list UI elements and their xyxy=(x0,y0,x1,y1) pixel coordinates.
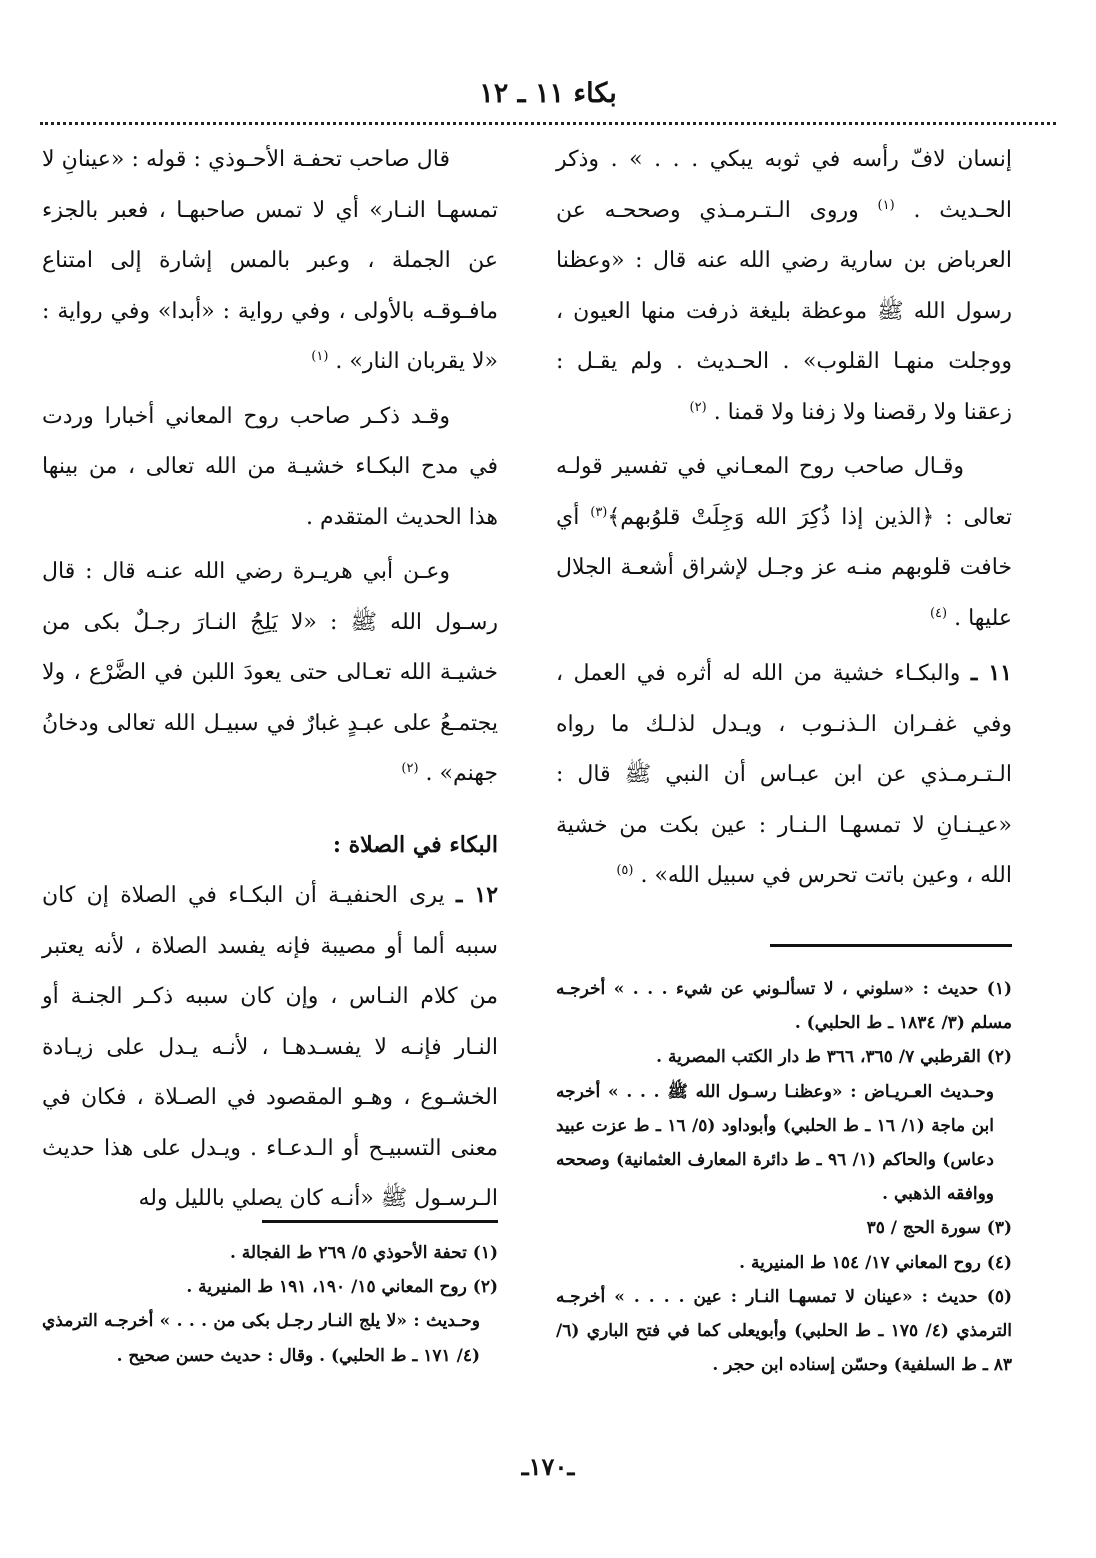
page-number: ـ١٧٠ـ xyxy=(521,1452,575,1481)
footnote: (٥) حديث : «عينان لا تمسهـا النـار : عين . . . . » أخرجـه الترمذي (٤/ ١٧٥ ـ ط الحلبي) وأبويعلى كما في فتح الباري (٦/ ٨٣ ـ ط السلفية) وحسّن إسناده ابن حجر . xyxy=(556,1286,1012,1376)
footnote-ref: (٤) xyxy=(929,605,948,621)
right-column xyxy=(556,135,1012,902)
footnote: (٣) سورة الحج / ٣٥ xyxy=(866,1218,1012,1239)
footnote-ref: (١) xyxy=(311,349,329,364)
footnote-separator xyxy=(262,1220,498,1223)
paragraph: إنسان لافّ رأسه في ثوبه يبكي . . . » . وذكر الحـديث . $^{(١)}$ وروى الـتـرمـذي وصححـه عن العرباض بن سارية رضي الله عنه قال : «وعظنا رسول الله ﷺ موعظة بليغة ذرفت منها العيون ، ووجلت منهـا القلوب» . الحـديث . ولم يقـل : زعقنا ولا رقصنا ولا زفنا ولا قمنا . $^{(٢)}$ xyxy=(556,147,1012,425)
paragraph: قال صاحب تحفـة الأحـوذي : قوله : «عينانِ لا تمسهـا النـار» أي لا تمس صاحبهـا ، فعبر بالجزء عن الجملة ، وعبر بالمس إشارة إلى امتناع مافـوقـه بالأولى ، وفي رواية : «أبدا» وفي رواية : «لا يقربان النار» . $^{(١)}$ xyxy=(42,147,498,374)
left-column xyxy=(42,135,498,1225)
footnote: (٤) روح المعاني ١٧/ ١٥٤ ط المنيرية . xyxy=(739,1252,1012,1273)
paragraph: وقـال صاحب روح المعـاني في تفسير قولـه تعالى : ﴿الذين إذا ذُكِرَ الله وَجِلَتْ قلوُبهم﴾$^{(٣)}$ أي خافت قلوبهم منـه عز وجـل لإشراق أشعـة الجلال عليها . $^{(٤)}$ xyxy=(556,454,1012,631)
footnote: (١) حديث : «سلوني ، لا تسألـوني عن شيء . . . » أخرجـه مسلم (٣/ ١٨٣٤ ـ ط الحلبي) . xyxy=(556,979,1012,1034)
footnotes-left xyxy=(42,1236,498,1373)
footnote-ref: (٢) xyxy=(689,399,707,415)
footnote: (١) تحفة الأحوذي ٥/ ٢٦٩ ط الفجالة . xyxy=(229,1243,498,1263)
section-heading: البكاء في الصلاة : xyxy=(332,831,498,858)
section-number: ١١ ـ xyxy=(970,660,1012,686)
footnote-ref: (٣) xyxy=(590,504,608,520)
paragraph: وعـن أبي هريـرة رضي الله عنـه قال : قال رسـول الله ﷺ : «لا يَلِجُ النـارَ رجـلٌ بكى من خشيـة الله تعـالى حتى يعودَ اللبن في الضَّرْع ، ولا يجتمـعُ على عبـدٍ غبارٌ في سبيـل الله تعالى ودخانُ جهنم» . $^{(٢)}$ xyxy=(42,559,498,786)
paragraph-section-12: ١٢ ـ يرى الحنفيـة أن البكـاء في الصلاة إن كان سببه ألما أو مصيبة فإنه يفسد الصلاة ، لأنه يعتبر من كلام النـاس ، وإن كان سببه ذكـر الجنـة أو النـار فإنـه لا يفسـدهـا ، لأنـه يـدل على زيـادة الخشـوع ، وهـو المقصود في الصـلاة ، فكان في معنى التسبيـح أو الـدعـاء . ويـدل على هذا حديث الـرسـول ﷺ «أنـه كان يصلي بالليل وله xyxy=(42,882,499,1211)
paragraph-section-11: ١١ ـ والبكـاء خشية من الله له أثره في العمل ، وفي غفـران الـذنـوب ، ويـدل لذلـك ما رواه الـتـرمـذي عن ابن عبـاس أن النبي ﷺ قال : «عيـنـانِ لا تمسهـا الـنـار : عين بكت من خشية الله ، وعين باتت تحرس في سبيل الله» . $^{(٥)}$ xyxy=(556,660,1012,888)
footnote: (٢) روح المعاني ١٥/ ١٩٠، ١٩١ ط المنيرية . xyxy=(186,1277,498,1298)
footnote: وحـديث العـريـاض : «وعظنـا رسـول الله ﷺ . . . » أخرجه ابن ماجة (١/ ١٦ ـ ط الحلبي) وأبوداود (٥/ ١٦ ـ ط عزت عبيد دعاس) والحاكم (١/ ٩٦ ـ ط دائرة المعارف العثمانية) وصححه ووافقه الذهبي . xyxy=(556,1081,994,1205)
footnote-separator xyxy=(770,944,1012,947)
header-dotted-rule xyxy=(40,122,1056,125)
footnote-ref: (٥) xyxy=(616,863,634,878)
footnotes-right xyxy=(556,972,1012,1382)
footnote: وحـديث : «لا يلج النـار رجـل بكى من . . . » أخرجـه الترمذي (٤/ ١٧١ ـ ط الحلبي) . وقال : حديث حسن صحيح . xyxy=(42,1311,480,1366)
footnote-ref: (١) xyxy=(877,197,895,213)
page-header: بكاء ١١ ـ ١٢ xyxy=(479,78,617,109)
paragraph: وقـد ذكـر صاحب روح المعاني أخبارا وردت في مدح البكـاء خشيـة من الله تعالى ، من بينها هذا الحديث المتقدم . xyxy=(42,403,498,530)
footnote-ref: (٢) xyxy=(401,761,419,776)
footnote: (٢) القرطبي ٧/ ٣٦٥، ٣٦٦ ط دار الكتب المصرية . xyxy=(656,1047,1012,1068)
section-number: ١٢ ـ xyxy=(455,882,499,908)
